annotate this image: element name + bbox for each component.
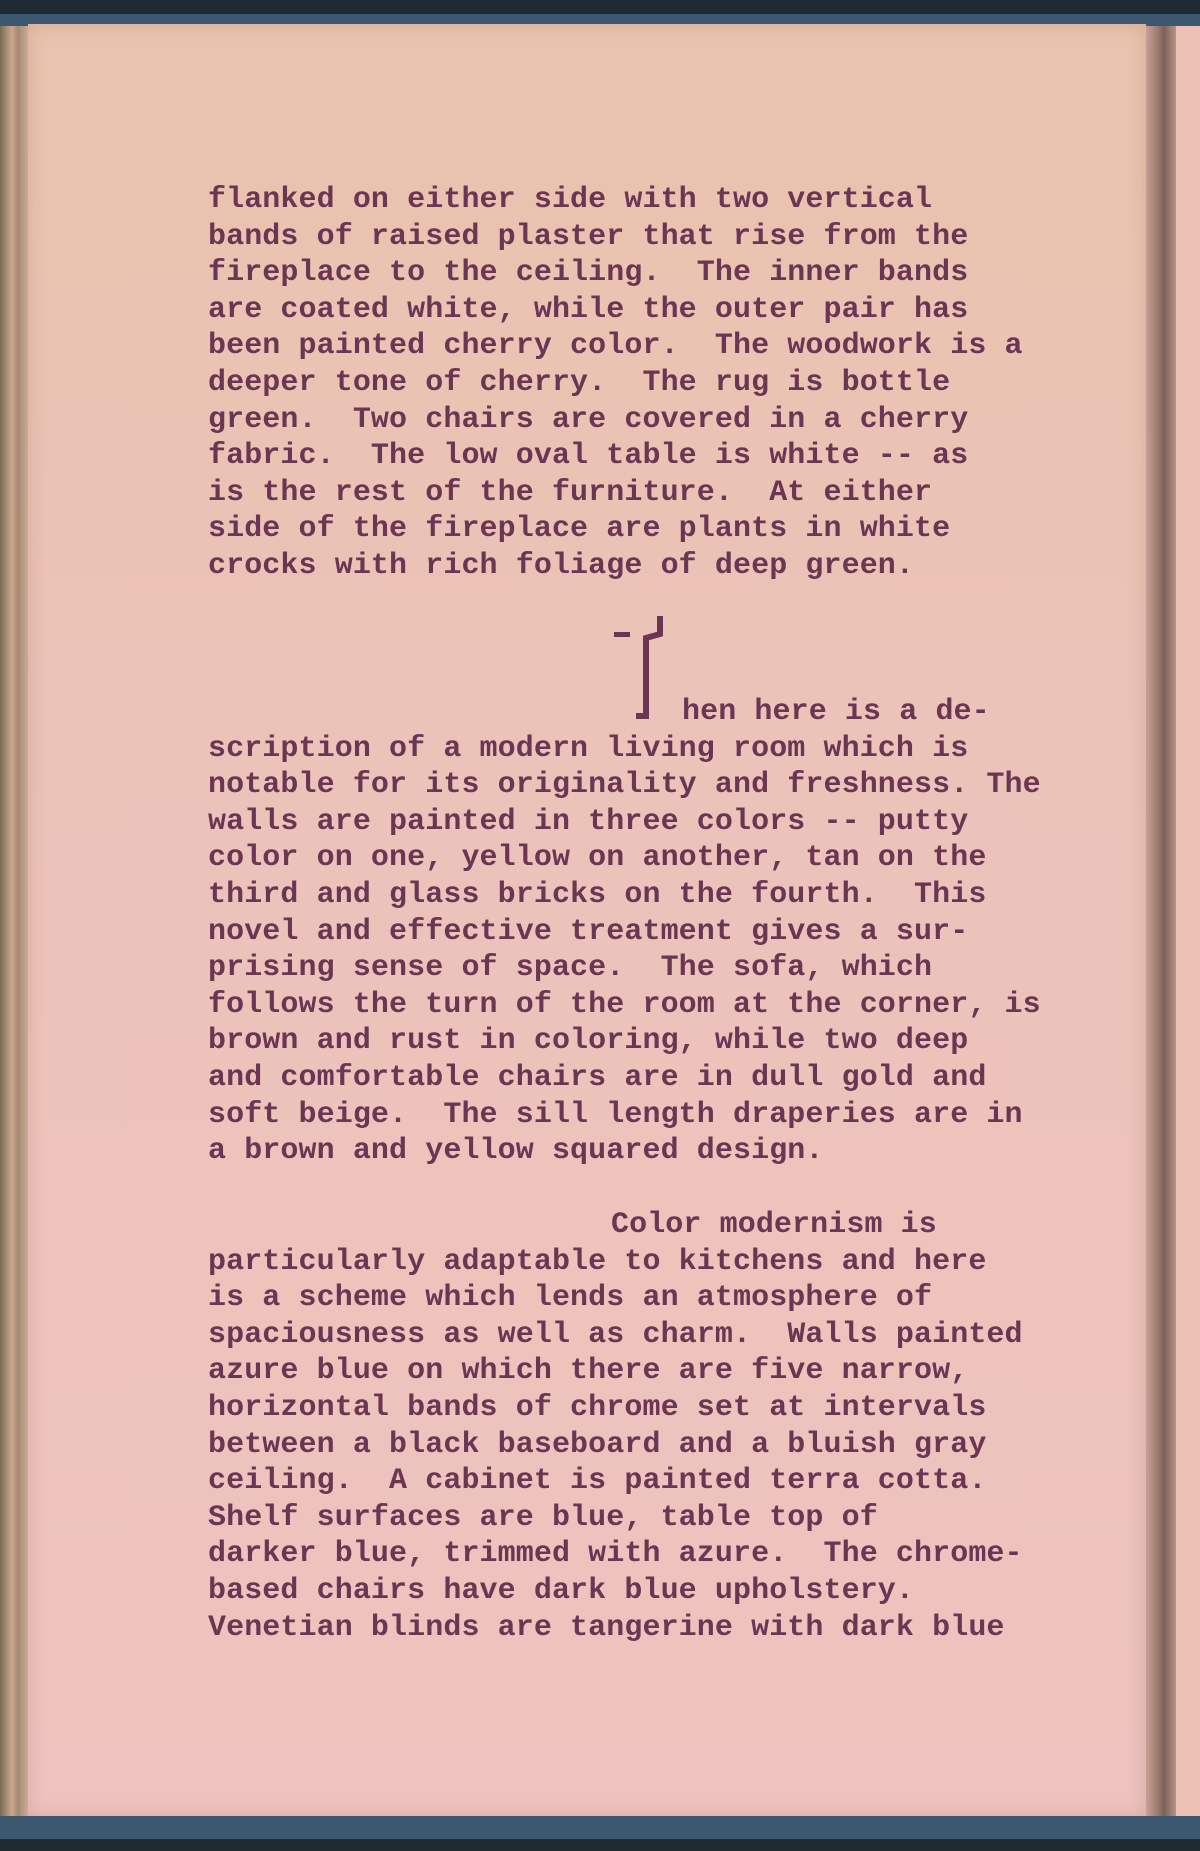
paragraph-2 <box>208 731 1041 1170</box>
text-line: Venetian blinds are tangerine with dark blue <box>208 1610 1005 1645</box>
paragraph-2-first-line: hen here is a de- <box>682 695 990 729</box>
text-line: walls are painted in three colors -- putty <box>208 804 969 839</box>
text-line: follows the turn of the room at the corner, is <box>208 987 1041 1022</box>
text-line: third and glass bricks on the fourth. This <box>208 877 987 912</box>
text-line: green. Two chairs are covered in a cherry <box>208 402 969 437</box>
text-line: are coated white, while the outer pair has <box>208 292 969 327</box>
text-line: crocks with rich foliage of deep green. <box>208 548 915 583</box>
paragraph-1 <box>208 182 1023 585</box>
book-gutter <box>1146 26 1176 1816</box>
text-line: is a scheme which lends an atmosphere of <box>208 1281 933 1316</box>
drop-cap-t <box>610 612 680 724</box>
text-line: horizontal bands of chrome set at intervals <box>208 1390 987 1425</box>
text-line: based chairs have dark blue upholstery. <box>208 1573 915 1608</box>
text-line: side of the fireplace are plants in white <box>208 512 951 547</box>
text-line: ceiling. A cabinet is painted terra cotta. <box>208 1464 987 1499</box>
text-line: spaciousness as well as charm. Walls painted <box>208 1317 1023 1352</box>
drop-cap-stroke <box>636 616 660 716</box>
text-line: is the rest of the furniture. At either <box>208 475 933 510</box>
text-line: darker blue, trimmed with azure. The chrome- <box>208 1537 1023 1572</box>
paragraph-3 <box>208 1244 1023 1647</box>
text-line: bands of raised plaster that rise from the <box>208 219 969 254</box>
text-line: novel and effective treatment gives a sur- <box>208 914 969 949</box>
text-line: azure blue on which there are five narrow, <box>208 1354 969 1389</box>
text-line: and comfortable chairs are in dull gold and <box>208 1060 987 1095</box>
text-line: brown and rust in coloring, while two deep <box>208 1024 969 1059</box>
text-line: flanked on either side with two vertical <box>208 183 933 217</box>
page-stack-edge <box>0 26 30 1816</box>
drop-cap-dash <box>614 632 630 637</box>
paragraph-3-first-line: Color modernism is <box>611 1208 937 1242</box>
text-line: deeper tone of cherry. The rug is bottle <box>208 365 951 400</box>
facing-page-edge <box>1176 26 1200 1816</box>
text-line: scription of a modern living room which is <box>208 731 969 766</box>
text-line: notable for its originality and freshness. The <box>208 768 1041 803</box>
text-line: color on one, yellow on another, tan on the <box>208 841 987 876</box>
text-line: particularly adaptable to kitchens and here <box>208 1244 987 1279</box>
text-line: soft beige. The sill length draperies are in <box>208 1097 1023 1132</box>
text-line: prising sense of space. The sofa, which <box>208 951 933 986</box>
text-line: fireplace to the ceiling. The inner bands <box>208 256 969 291</box>
text-line: a brown and yellow squared design. <box>208 1134 824 1169</box>
text-line: between a black baseboard and a bluish gray <box>208 1427 987 1462</box>
text-line: been painted cherry color. The woodwork is a <box>208 329 1023 364</box>
text-line: Shelf surfaces are blue, table top of <box>208 1500 878 1535</box>
text-line: fabric. The low oval table is white -- as <box>208 439 969 474</box>
